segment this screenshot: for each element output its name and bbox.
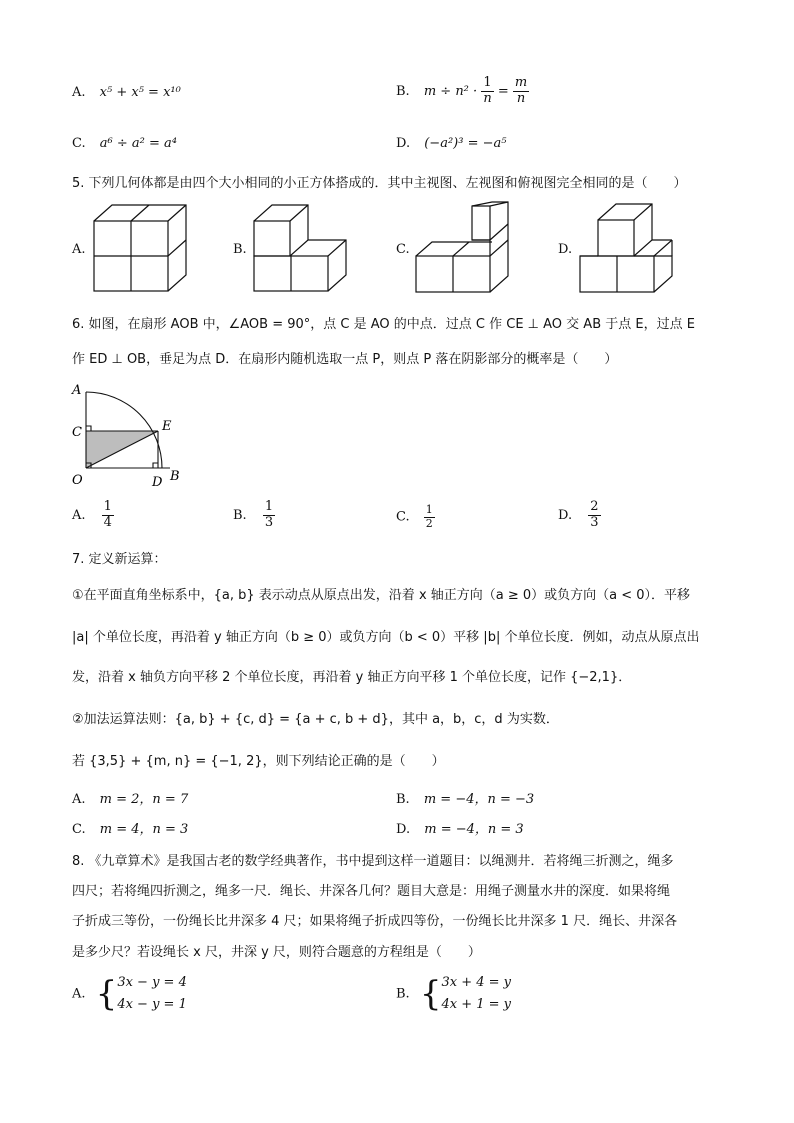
q5-option-b-label: B.: [233, 242, 247, 257]
q7-p2: ②加法运算法则：{a, b} + {c, d} = {a + c, b + d}，其中 a，b，c，d 为实数．: [72, 712, 559, 727]
option-label: A.: [72, 986, 86, 1002]
frac-num: 1: [481, 76, 493, 92]
q6-a-frac: [102, 500, 114, 531]
brace-icon: {: [419, 974, 442, 1015]
q8-line2: 四尺；若将绳四折测之，绳多一尺．绳长、井深各几何？题目大意是：用绳子测量水井的深度．如果将绳: [72, 884, 671, 899]
q5-stem: 5. 下列几何体都是由四个大小相同的小正方体搭成的．其中主视图、左视图和俯视图完全相同的是（ ）: [72, 176, 687, 191]
q6-option-d: [558, 500, 601, 531]
q4-option-c-expr: a⁶ ÷ a² = a⁴: [99, 136, 177, 151]
q7-option-b-expr: m = −4，n = −3: [423, 792, 535, 807]
q5-figure-d: [578, 200, 674, 294]
label-c: C: [72, 425, 82, 440]
q7-p1-line2: |a| 个单位长度，再沿着 y 轴正方向（b ≥ 0）或负方向（b < 0）平移 |b| 个单位长度．例如，动点从原点出: [72, 630, 700, 645]
label-a: A: [72, 383, 82, 398]
q4-option-a-expr: x⁵ + x⁵ = x¹⁰: [99, 85, 181, 100]
q7-option-b: [396, 788, 534, 807]
frac-num: 1: [103, 499, 112, 514]
q4-b-frac2: [513, 76, 529, 107]
q5-option-a-label: A.: [72, 242, 86, 257]
frac-den: 3: [264, 514, 274, 530]
q5-figure-b: [252, 203, 348, 293]
q6-c-frac: [424, 504, 435, 530]
q6-option-c: [396, 504, 435, 530]
label-b: B: [170, 469, 180, 484]
option-label: B.: [396, 83, 410, 99]
q6-option-b: [233, 500, 275, 531]
equation: 4x + 1 = y: [441, 997, 512, 1013]
frac-den: 2: [425, 516, 433, 530]
option-label: A.: [72, 85, 86, 100]
q7-option-c: [72, 818, 188, 837]
q4-option-b: [396, 76, 529, 107]
frac-num: m: [514, 75, 528, 90]
q6-stem-line2: 作 ED ⊥ OB，垂足为点 D．在扇形内随机选取一点 P，则点 P 落在阴影部分的概率是（ ）: [72, 352, 618, 367]
q4-option-d-expr: (−a²)³ = −a⁵: [424, 136, 507, 151]
option-label: D.: [396, 136, 411, 151]
q7-option-d: [396, 818, 524, 837]
q4-option-a: [72, 85, 181, 100]
frac-den: n: [516, 90, 526, 106]
option-label: D.: [396, 822, 411, 837]
q7-option-c-expr: m = 4，n = 3: [99, 822, 189, 837]
q8-option-b: [396, 972, 511, 1016]
q7-option-a: [72, 788, 188, 807]
q7-option-d-expr: m = −4，n = 3: [424, 822, 524, 837]
q5-figure-a: [92, 203, 188, 293]
q4-option-d: [396, 136, 506, 151]
q7-p1-line3: 发，沿着 x 轴负方向平移 2 个单位长度，再沿着 y 轴正方向平移 1 个单位长度，记作 {−2,1}．: [72, 670, 632, 685]
option-label: B.: [396, 792, 410, 807]
q8-line3: 子折成三等份，一份绳长比井深多 4 尺；如果将绳子折成四等份，一份绳长比井深多 1 尺．绳长、井深各: [72, 914, 678, 929]
q7-option-a-expr: m = 2，n = 7: [99, 792, 189, 807]
frac-den: n: [483, 90, 492, 106]
q4-b-frac1: [481, 76, 493, 107]
option-label: C.: [72, 136, 86, 151]
option-label: C.: [396, 509, 410, 525]
brace-icon: {: [95, 974, 118, 1015]
frac-num: 1: [264, 499, 274, 514]
frac-den: 3: [590, 514, 599, 530]
label-e: E: [162, 419, 172, 434]
option-label: A.: [72, 792, 86, 807]
equation: 3x + 4 = y: [441, 975, 512, 990]
q7-stem: 7. 定义新运算：: [72, 552, 167, 567]
equals-sign: =: [497, 83, 509, 99]
q8-line4: 是多少尺？若设绳长 x 尺，井深 y 尺，则符合题意的方程组是（ ）: [72, 945, 481, 960]
q8-b-system: [441, 972, 511, 1016]
frac-den: 4: [103, 514, 112, 530]
label-d: D: [152, 475, 163, 490]
q4-option-c: [72, 136, 177, 151]
q6-b-frac: [263, 500, 275, 531]
q6-sector-figure: [66, 378, 196, 493]
q6-d-frac: [588, 500, 600, 531]
option-label: D.: [558, 507, 573, 523]
q6-option-a: [72, 500, 114, 531]
option-label: C.: [72, 822, 86, 837]
q5-option-c-label: C.: [396, 242, 410, 257]
q8-a-system: [117, 972, 187, 1016]
q8-line1: 8. 《九章算术》是我国古老的数学经典著作，书中提到这样一道题目：以绳测井．若将绳三折测之，绳多: [72, 854, 674, 869]
label-o: O: [72, 473, 83, 488]
q4-option-b-expr: m ÷ n² ·: [423, 83, 478, 99]
q8-option-a: [72, 972, 187, 1016]
q6-stem-line1: 6. 如图，在扇形 AOB 中，∠AOB = 90°，点 C 是 AO 的中点．过点 C 作 CE ⊥ AO 交 AB 于点 E，过点 E: [72, 317, 695, 332]
option-label: A.: [72, 507, 86, 523]
q5-option-d-label: D.: [558, 242, 573, 257]
q7-p3: 若 {3,5} + {m, n} = {−1, 2}，则下列结论正确的是（ ）: [72, 754, 445, 769]
option-label: B.: [396, 986, 410, 1002]
option-label: B.: [233, 507, 247, 523]
frac-num: 1: [425, 503, 433, 516]
q7-p1-line1: ①在平面直角坐标系中，{a, b} 表示动点从原点出发，沿着 x 轴正方向（a ≥ 0）或负方向（a < 0）．平移: [72, 588, 691, 603]
equation: 3x − y = 4: [117, 975, 187, 990]
equation: 4x − y = 1: [117, 997, 187, 1013]
frac-num: 2: [590, 499, 599, 514]
q5-figure-c: [414, 200, 514, 294]
